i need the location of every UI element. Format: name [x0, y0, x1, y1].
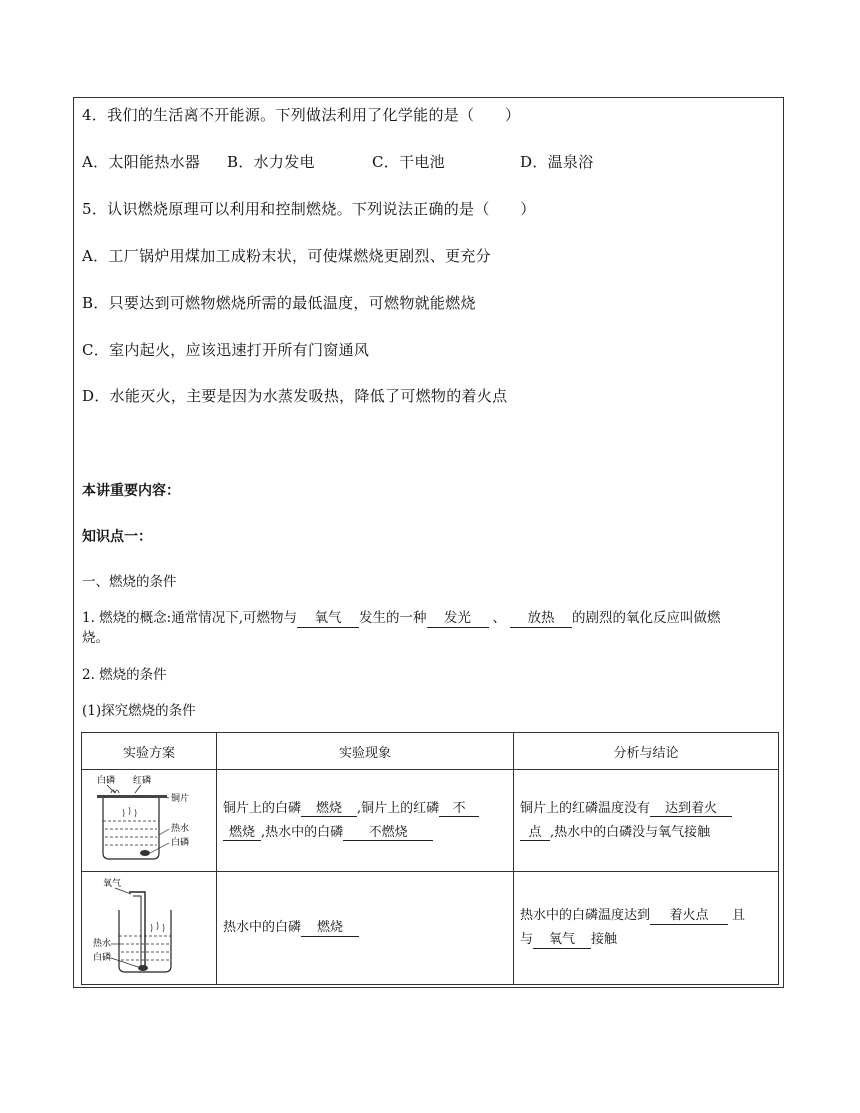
- label-white-phosphorus: 白磷: [93, 952, 112, 962]
- knowledge-point-heading: 知识点一：: [82, 529, 152, 545]
- cell-text: 热水中的白磷: [223, 920, 302, 935]
- blank-oxygen: 氧气: [297, 611, 359, 628]
- q5-option-c[interactable]: C．室内起火，应该迅速打开所有门窗通风: [82, 341, 370, 359]
- phenomenon-cell-1: [217, 770, 514, 872]
- blank-point: 点: [520, 826, 550, 842]
- label-copper: 铜片: [171, 792, 190, 803]
- blank-not: 不: [439, 802, 479, 818]
- concept-text: 、: [492, 610, 507, 626]
- label-white-phosphorus: 白磷: [97, 774, 116, 785]
- cell-text: ,热水中的白磷: [261, 824, 344, 840]
- cell-text: 且: [732, 908, 746, 923]
- blank-reach-ignition: 达到着火: [650, 802, 732, 818]
- cell-text: 与: [520, 932, 534, 947]
- cell-text: ,热水中的白磷没与氧气接触: [550, 824, 711, 840]
- q4-option-c[interactable]: C．干电池: [372, 153, 445, 171]
- cell-text: 接触: [591, 932, 618, 947]
- q5-option-a[interactable]: A．工厂锅炉用煤加工成粉末状，可使煤燃烧更剧烈、更充分: [82, 247, 491, 265]
- label-red-phosphorus: 红磷: [133, 774, 152, 785]
- experiment-table: [81, 732, 779, 985]
- concept-text: 的剧烈的氧化反应叫做燃: [572, 610, 721, 626]
- blank-burn: 燃烧: [223, 826, 261, 842]
- q4-option-a[interactable]: A．太阳能热水器: [82, 153, 201, 171]
- label-hot-water: 热水: [93, 938, 112, 948]
- blank-not-burn: 不燃烧: [343, 826, 433, 842]
- phenomenon-cell-2: [217, 872, 514, 985]
- figure-cell-2: [82, 872, 217, 985]
- q5-option-d[interactable]: D．水能灭火，主要是因为水蒸发吸热，降低了可燃物的着火点: [82, 387, 508, 405]
- label-hot-water: 热水: [171, 822, 190, 833]
- conclusion-cell-1: [514, 770, 779, 872]
- q4-stem: 4．我们的生活离不开能源。下列做法利用了化学能的是（ ）: [82, 106, 521, 124]
- blank-burns: 燃烧: [301, 802, 357, 818]
- header-conclusion: 分析与结论: [514, 733, 779, 770]
- beaker-copper-figure: [89, 773, 209, 865]
- figure-cell-1: [82, 770, 217, 872]
- cell-text: 热水中的白磷温度达到: [520, 908, 651, 923]
- q5-option-b[interactable]: B．只要达到可燃物燃烧所需的最低温度，可燃物就能燃烧: [82, 294, 476, 312]
- cell-text: ,铜片上的红磷: [357, 800, 440, 816]
- label-oxygen: 氧气: [103, 878, 122, 888]
- label-white-phosphorus-2: 白磷: [171, 836, 190, 847]
- conditions-title: 2. 燃烧的条件: [82, 667, 167, 683]
- blank-emit-light: 发光: [427, 611, 489, 628]
- concept-line-2: 烧。: [82, 630, 109, 646]
- q4-option-b[interactable]: B．水力发电: [227, 153, 315, 171]
- concept-text: 发生的一种: [359, 610, 427, 626]
- cell-text: 铜片上的红磷温度没有: [520, 800, 651, 816]
- q4-options: [82, 151, 594, 172]
- blank-oxygen: 氧气: [533, 933, 591, 949]
- blank-burns: 燃烧: [301, 921, 359, 937]
- cell-text: 铜片上的白磷: [223, 800, 302, 816]
- explore-subtitle: (1)探究燃烧的条件: [82, 703, 196, 719]
- beaker-oxygen-figure: [89, 874, 209, 978]
- q4-option-d[interactable]: D．温泉浴: [520, 153, 594, 171]
- header-plan: 实验方案: [82, 733, 217, 770]
- concept-line-1: [82, 606, 721, 628]
- header-phenomenon: 实验现象: [217, 733, 514, 770]
- concept-text: 1. 燃烧的概念:通常情况下,可燃物与: [82, 610, 298, 626]
- blank-ignition-point: 着火点: [650, 909, 728, 925]
- blank-release-heat: 放热: [510, 611, 572, 628]
- main-heading: 本讲重要内容：: [82, 483, 180, 499]
- q5-stem: 5．认识燃烧原理可以利用和控制燃烧。下列说法正确的是（ ）: [82, 200, 536, 218]
- section-heading: 一、燃烧的条件: [82, 574, 177, 590]
- conclusion-cell-2: [514, 872, 779, 985]
